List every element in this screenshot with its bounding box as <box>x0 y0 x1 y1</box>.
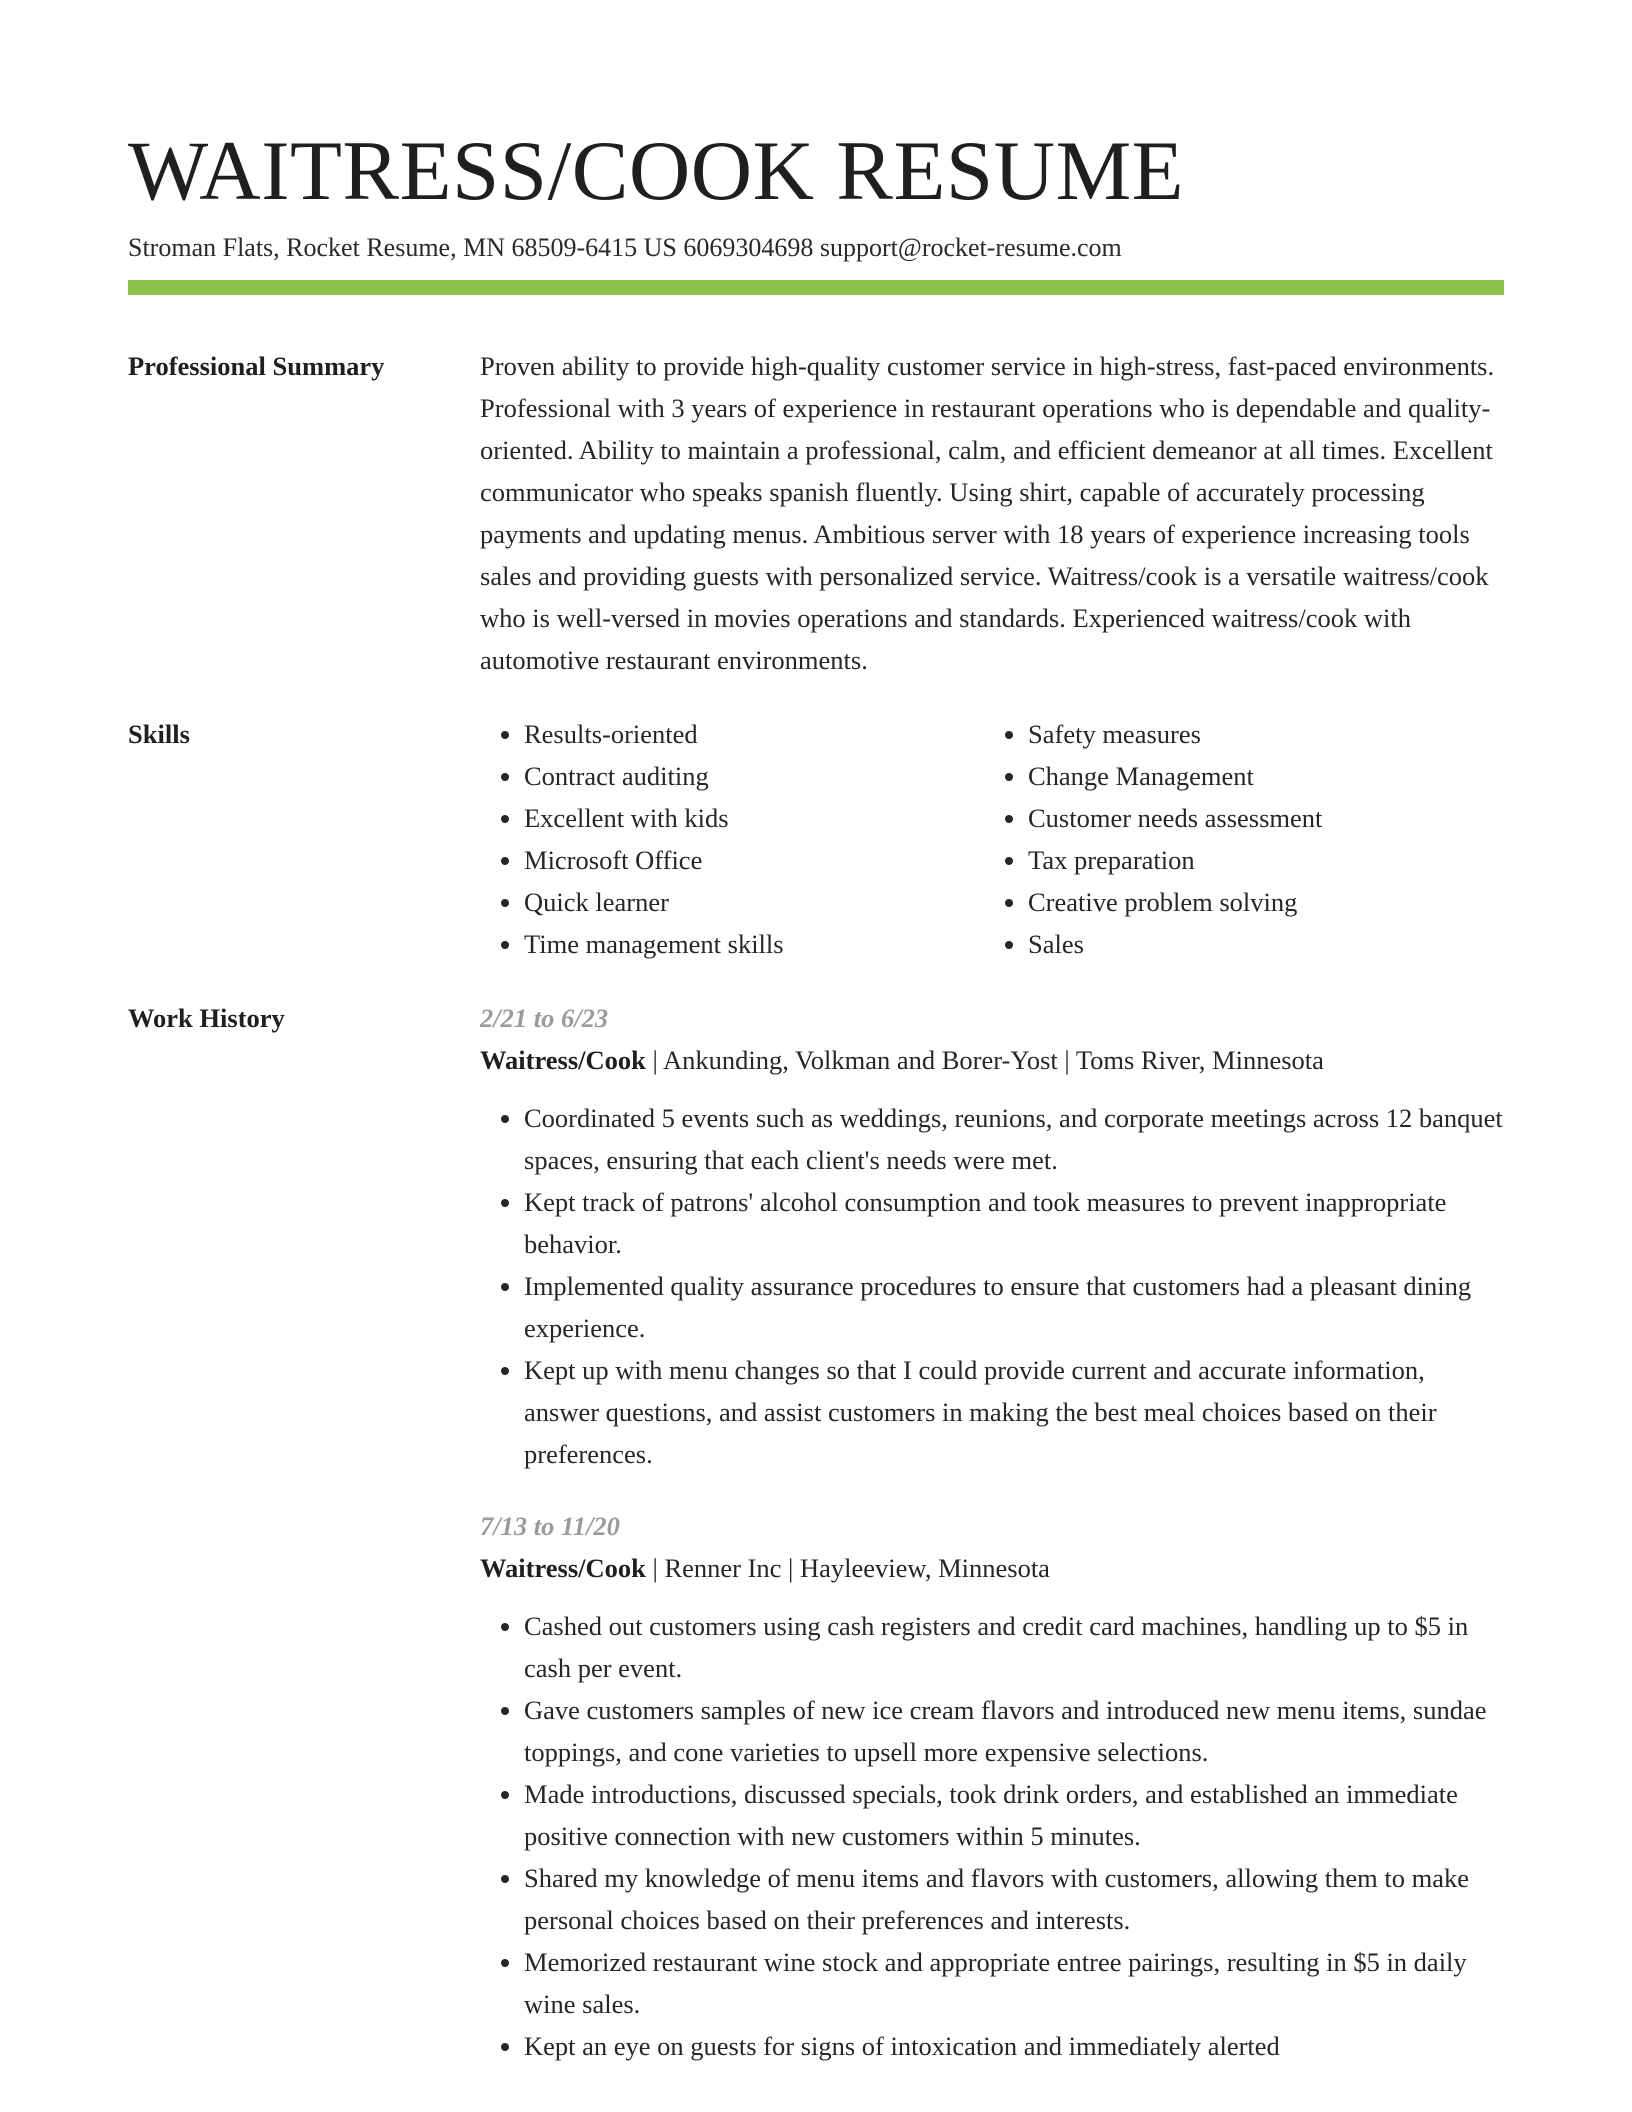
job-bullet: • Cashed out customers using cash registers and credit card machines, handling up to $5 in cash per event. <box>524 1605 1504 1689</box>
skill-item: • Tax preparation <box>1028 839 1488 881</box>
summary-text: Proven ability to provide high-quality customer service in high-stress, fast-paced environments. Professional with 3 years of experience in restaurant operations who is dependable and quality-oriented. Ability to maintain a professional, calm, and efficient demeanor at all times. Excellent communicator who speaks spanish fluently. Using shirt, capable of accurately processing payments and updating menus. Ambitious server with 18 years of experience increasing tools sales and providing guests with personalized service. Waitress/cook is a versatile waitress/cook who is well-versed in movies operations and standards. Experienced waitress/cook with automotive restaurant environments. <box>480 351 1495 675</box>
job-bullet: • Kept an eye on guests for signs of intoxication and immediately alerted <box>524 2025 1504 2067</box>
skill-item: • Results-oriented <box>524 713 984 755</box>
job-bullets <box>480 1097 1504 1475</box>
job-bullets <box>480 1605 1504 2067</box>
work-history-section <box>128 997 1504 2067</box>
job-dates: 7/13 to 11/20 <box>480 1511 620 1541</box>
skill-item: • Customer needs assessment <box>1028 797 1488 839</box>
resume-page <box>128 0 1504 2067</box>
skills-section <box>128 713 1504 965</box>
job-employer-location: | Renner Inc | Hayleeview, Minnesota <box>645 1553 1050 1583</box>
section-heading-summary: Professional Summary <box>128 351 385 381</box>
skills-list-left <box>480 713 984 965</box>
skill-item: • Microsoft Office <box>524 839 984 881</box>
job-heading <box>480 1039 1504 1081</box>
skill-item: • Sales <box>1028 923 1488 965</box>
section-heading-work: Work History <box>128 1003 285 1033</box>
accent-divider <box>128 280 1504 295</box>
contact-line: Stroman Flats, Rocket Resume, MN 68509-6415 US 6069304698 support@rocket-resume.com <box>128 233 1122 262</box>
skill-item: • Change Management <box>1028 755 1488 797</box>
job-bullet: • Kept up with menu changes so that I could provide current and accurate information, answer questions, and assist customers in making the best meal choices based on their preferences. <box>524 1349 1504 1475</box>
skill-item: • Safety measures <box>1028 713 1488 755</box>
skill-item: • Creative problem solving <box>1028 881 1488 923</box>
skills-list-right <box>984 713 1488 965</box>
skill-item: • Time management skills <box>524 923 984 965</box>
skill-item: • Quick learner <box>524 881 984 923</box>
job-title: Waitress/Cook <box>480 1045 646 1075</box>
job-bullet: • Implemented quality assurance procedures to ensure that customers had a pleasant dining experience. <box>524 1265 1504 1349</box>
professional-summary-section <box>128 345 1504 681</box>
job-entry <box>480 997 1504 1475</box>
job-employer-location: | Ankunding, Volkman and Borer-Yost | Toms River, Minnesota <box>645 1045 1324 1075</box>
skill-item: • Contract auditing <box>524 755 984 797</box>
section-heading-skills: Skills <box>128 719 190 749</box>
job-bullet: • Kept track of patrons' alcohol consumption and took measures to prevent inappropriate behavior. <box>524 1181 1504 1265</box>
job-entry <box>480 1505 1504 2067</box>
job-dates: 2/21 to 6/23 <box>480 1003 609 1033</box>
skill-item: • Excellent with kids <box>524 797 984 839</box>
job-title: Waitress/Cook <box>480 1553 646 1583</box>
job-bullet: • Shared my knowledge of menu items and flavors with customers, allowing them to make personal choices based on their preferences and interests. <box>524 1857 1504 1941</box>
job-bullet: • Memorized restaurant wine stock and appropriate entree pairings, resulting in $5 in daily wine sales. <box>524 1941 1504 2025</box>
job-heading <box>480 1547 1504 1589</box>
job-bullet: • Coordinated 5 events such as weddings, reunions, and corporate meetings across 12 banquet spaces, ensuring that each client's needs were met. <box>524 1097 1504 1181</box>
job-bullet: • Made introductions, discussed specials, took drink orders, and established an immediate positive connection with new customers within 5 minutes. <box>524 1773 1504 1857</box>
job-bullet: • Gave customers samples of new ice cream flavors and introduced new menu items, sundae toppings, and cone varieties to upsell more expensive selections. <box>524 1689 1504 1773</box>
resume-title: WAITRESS/COOK RESUME <box>128 124 1185 218</box>
